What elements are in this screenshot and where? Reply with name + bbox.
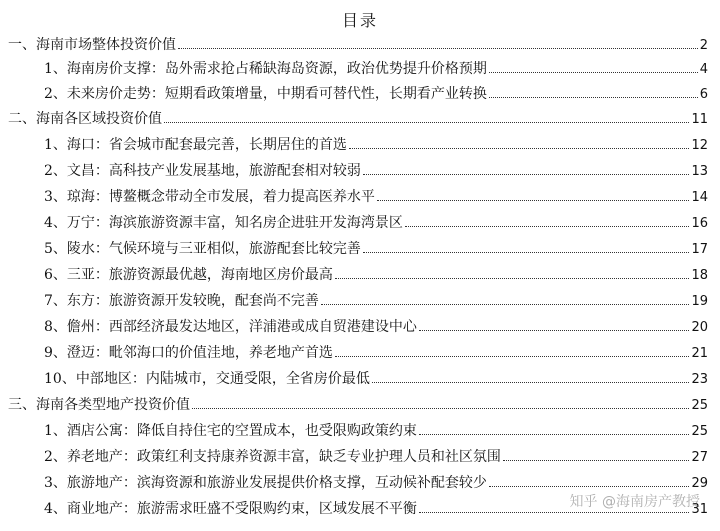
dot-leader bbox=[335, 278, 690, 279]
toc-page-number: 4 bbox=[699, 62, 708, 77]
toc-page-number: 12 bbox=[691, 138, 708, 153]
dot-leader bbox=[363, 252, 690, 253]
toc-entry-label: 7、东方：旅游资源开发较晚，配套尚不完善 bbox=[44, 293, 319, 309]
toc-entry-label: 1、海南房价支撑：岛外需求抢占稀缺海岛资源，政治优势提升价格预期 bbox=[44, 61, 487, 77]
toc-entry-label: 5、陵水：气候环境与三亚相似，旅游配套比较完善 bbox=[44, 241, 361, 257]
toc-entry-label: 一、海南市场整体投资价值 bbox=[8, 37, 176, 53]
toc-page-number: 16 bbox=[691, 216, 708, 231]
toc-entry-label: 二、海南各区域投资价值 bbox=[8, 111, 162, 127]
toc-page-number: 14 bbox=[691, 190, 708, 205]
toc-entry-label: 2、文昌：高科技产业发展基地，旅游配套相对较弱 bbox=[44, 163, 361, 179]
toc-section-1[interactable] bbox=[8, 34, 708, 56]
dot-leader bbox=[377, 200, 690, 201]
toc-page-number: 18 bbox=[691, 268, 708, 283]
dot-leader bbox=[192, 408, 689, 409]
toc-entry-label: 4、万宁：海滨旅游资源丰富，知名房企进驻开发海湾景区 bbox=[44, 215, 403, 231]
toc-title: 目录 bbox=[341, 11, 378, 30]
toc-entry[interactable] bbox=[44, 160, 708, 182]
toc-entry-label: 2、未来房价走势：短期看政策增量，中期看可替代性，长期看产业转换 bbox=[44, 86, 487, 102]
toc-page-number: 29 bbox=[691, 476, 708, 491]
toc-page-number: 13 bbox=[691, 164, 708, 179]
dot-leader bbox=[335, 356, 690, 357]
toc-entry[interactable] bbox=[44, 83, 708, 105]
toc-entry[interactable] bbox=[44, 316, 708, 338]
toc-entry-label: 3、琼海：博鳌概念带动全市发展，着力提高医养水平 bbox=[44, 189, 375, 205]
dot-leader bbox=[405, 226, 690, 227]
toc-entry-label: 3、旅游地产：滨海资源和旅游业发展提供价格支撑，互动候补配套较少 bbox=[44, 475, 487, 491]
toc-page-number: 19 bbox=[691, 294, 708, 309]
toc-entry[interactable] bbox=[44, 290, 708, 312]
dot-leader bbox=[349, 148, 690, 149]
toc-page-number: 20 bbox=[691, 320, 708, 335]
toc-entry[interactable] bbox=[44, 342, 708, 364]
dot-leader bbox=[489, 486, 690, 487]
toc-page-number: 23 bbox=[691, 372, 708, 387]
toc-page-number: 17 bbox=[691, 242, 708, 257]
toc-entry[interactable] bbox=[44, 238, 708, 260]
toc-entry-label: 8、儋州：西部经济最发达地区，洋浦港或成自贸港建设中心 bbox=[44, 319, 417, 335]
toc-section-3[interactable] bbox=[8, 394, 708, 416]
toc-entry[interactable] bbox=[44, 212, 708, 234]
toc-entry[interactable] bbox=[44, 186, 708, 208]
toc-entry[interactable] bbox=[44, 368, 708, 390]
dot-leader bbox=[419, 512, 690, 513]
toc-entry-label: 1、海口：省会城市配套最完善，长期居住的首选 bbox=[44, 137, 347, 153]
dot-leader bbox=[503, 460, 690, 461]
toc-section-2[interactable] bbox=[8, 108, 708, 130]
toc-page-number: 2 bbox=[699, 38, 708, 53]
toc-entry-label: 三、海南各类型地产投资价值 bbox=[8, 397, 190, 413]
dot-leader bbox=[372, 382, 690, 383]
dot-leader bbox=[178, 48, 698, 49]
toc-entry[interactable] bbox=[44, 264, 708, 286]
toc-entry[interactable] bbox=[44, 58, 708, 80]
toc-page-number: 11 bbox=[691, 112, 708, 127]
toc-entry-label: 10、中部地区：内陆城市，交通受限，全省房价最低 bbox=[44, 371, 370, 387]
toc-page-number: 25 bbox=[691, 424, 708, 439]
dot-leader bbox=[164, 122, 689, 123]
toc-entry[interactable] bbox=[44, 446, 708, 468]
toc-page-number: 6 bbox=[699, 87, 708, 102]
toc-page-number: 31 bbox=[691, 502, 708, 517]
dot-leader bbox=[363, 174, 690, 175]
toc-page-number: 25 bbox=[691, 398, 708, 413]
dot-leader bbox=[419, 330, 690, 331]
toc-entry-label: 6、三亚：旅游资源最优越，海南地区房价最高 bbox=[44, 267, 333, 283]
zhihu-watermark bbox=[570, 491, 700, 511]
toc-entry[interactable] bbox=[44, 420, 708, 442]
dot-leader bbox=[489, 72, 698, 73]
toc-entry-label: 9、澄迈：毗邻海口的价值洼地，养老地产首选 bbox=[44, 345, 333, 361]
dot-leader bbox=[489, 97, 698, 98]
dot-leader bbox=[419, 434, 690, 435]
toc-page-number: 21 bbox=[691, 346, 708, 361]
watermark-text: 知乎 @海南房产教授 bbox=[569, 494, 700, 510]
toc-page-number: 27 bbox=[691, 450, 708, 465]
toc-entry-label: 1、酒店公寓：降低自持住宅的空置成本，也受限购政策约束 bbox=[44, 423, 417, 439]
dot-leader bbox=[321, 304, 690, 305]
toc-entry[interactable] bbox=[44, 134, 708, 156]
toc-entry-label: 2、养老地产：政策红利支持康养资源丰富，缺乏专业护理人员和社区氛围 bbox=[44, 449, 501, 465]
toc-entry-label: 4、商业地产：旅游需求旺盛不受限购约束，区域发展不平衡 bbox=[44, 501, 417, 517]
